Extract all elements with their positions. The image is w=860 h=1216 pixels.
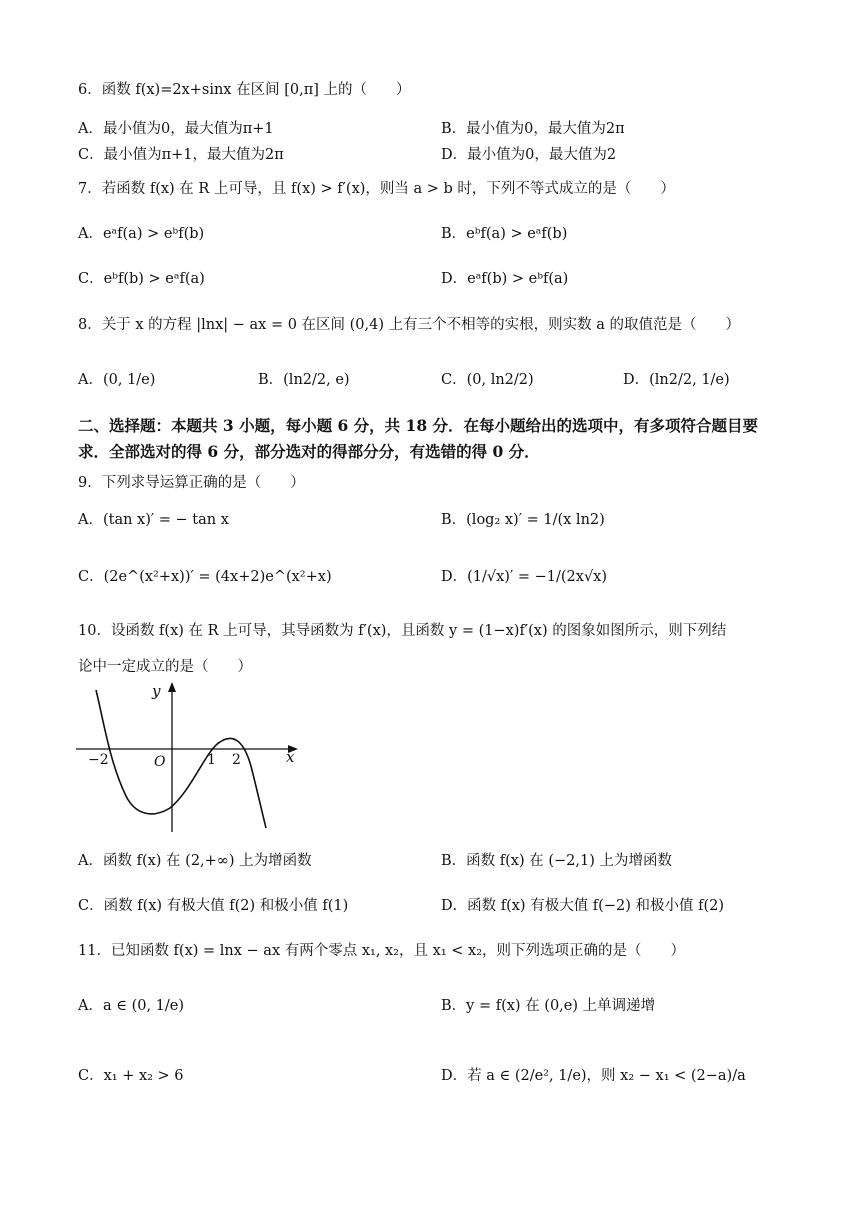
q6-option-a: A．最小值为0，最大值为π+1: [78, 121, 274, 137]
q10-function-graph: [74, 678, 304, 834]
q10-stem-line1: 10．设函数 f(x) 在 R 上可导，其导函数为 f′(x)，且函数 y = (1−x)f′(x) 的图象如图所示，则下列结: [78, 623, 727, 639]
q10-stem-line2: 论中一定成立的是（ ）: [78, 659, 252, 675]
q9-option-a: A．(tan x)′ = − tan x: [78, 512, 229, 528]
q11-option-a: A．a ∈ (0, 1/e): [78, 998, 185, 1014]
q10-option-d: D．函数 f(x) 有极大值 f(−2) 和极小值 f(2): [441, 898, 724, 914]
q7-option-b: B．eᵇf(a) > eᵃf(b): [441, 226, 568, 242]
q11-option-c: C．x₁ + x₂ > 6: [78, 1068, 184, 1084]
q9-stem: 9．下列求导运算正确的是（ ）: [78, 475, 305, 491]
q7-option-a: A．eᵃf(a) > eᵇf(b): [78, 226, 205, 242]
q7-stem: 7．若函数 f(x) 在 R 上可导，且 f(x) > f′(x)，则当 a > b 时，下列不等式成立的是（ ）: [78, 181, 675, 197]
q6-option-b: B．最小值为0，最大值为2π: [441, 121, 625, 137]
q7-option-d: D．eᵃf(b) > eᵇf(a): [441, 271, 569, 287]
q8-option-d: D．(ln2/2, 1/e): [623, 372, 730, 388]
q7-option-c: C．eᵇf(b) > eᵃf(a): [78, 271, 205, 287]
y-axis-arrow-icon: [168, 682, 176, 692]
q9-option-b: B．(log₂ x)′ = 1/(x ln2): [441, 512, 605, 528]
q10-option-b: B．函数 f(x) 在 (−2,1) 上为增函数: [441, 853, 672, 869]
q8-stem: 8．关于 x 的方程 |lnx| − ax = 0 在区间 (0,4) 上有三个不相等的实根，则实数 a 的取值范是（ ）: [78, 317, 740, 333]
q11-stem: 11．已知函数 f(x) = lnx − ax 有两个零点 x₁, x₂，且 x₁ < x₂，则下列选项正确的是（ ）: [78, 943, 686, 959]
q6-stem: 6．函数 f(x)=2x+sinx 在区间 [0,π] 上的（ ）: [78, 82, 411, 98]
q8-option-a: A．(0, 1/e): [78, 372, 156, 388]
q10-option-c: C．函数 f(x) 有极大值 f(2) 和极小值 f(1): [78, 898, 349, 914]
tick-label-neg2: −2: [88, 752, 109, 768]
x-axis-label: x: [286, 748, 295, 766]
q8-option-c: C．(0, ln2/2): [441, 372, 534, 388]
section-2-header: 二、选择题：本题共 3 小题，每小题 6 分，共 18 分．在每小题给出的选项中，有多项符合题目要求．全部选对的得 6 分，部分选对的得部分分，有选错的得 0 分．: [78, 416, 759, 461]
q6-option-d: D．最小值为0，最大值为2: [441, 147, 617, 163]
q10-option-a: A．函数 f(x) 在 (2,+∞) 上为增函数: [78, 853, 312, 869]
q9-option-d: D．(1/√x)′ = −1/(2x√x): [441, 569, 608, 585]
q11-option-b: B．y = f(x) 在 (0,e) 上单调递增: [441, 998, 656, 1014]
q11-option-d: D．若 a ∈ (2/e², 1/e)，则 x₂ − x₁ < (2−a)/a: [441, 1068, 746, 1084]
y-axis-label: y: [152, 682, 161, 700]
q8-option-b: B．(ln2/2, e): [258, 372, 350, 388]
origin-label: O: [154, 754, 166, 770]
tick-label-1: 1: [207, 752, 216, 768]
q9-option-c: C．(2e^(x²+x))′ = (4x+2)e^(x²+x): [78, 569, 332, 585]
tick-label-2: 2: [232, 752, 241, 768]
q6-option-c: C．最小值为π+1，最大值为2π: [78, 147, 284, 163]
